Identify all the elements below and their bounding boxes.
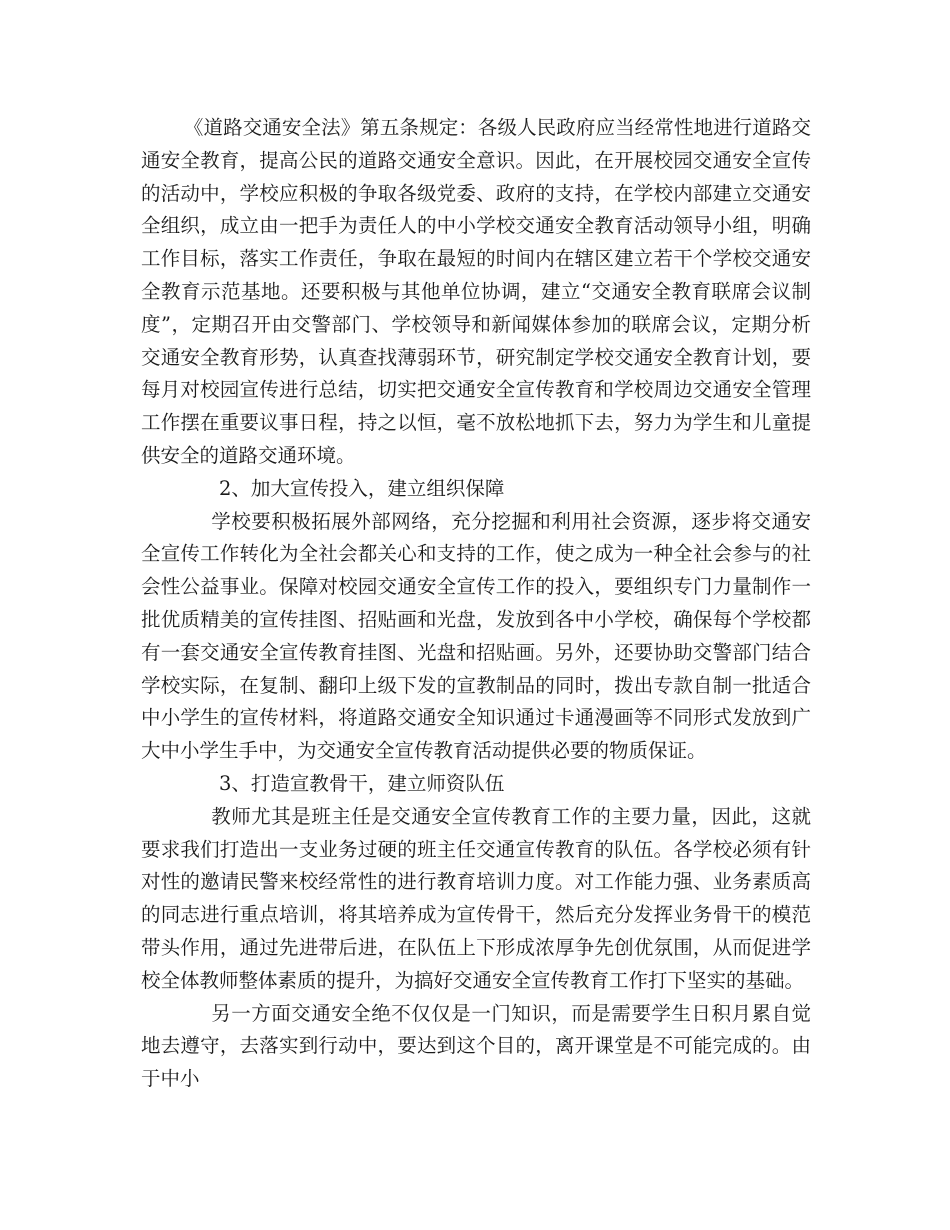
paragraph-publicity-investment: 学校要积极拓展外部网络，充分挖掘和利用社会资源，逐步将交通安全宣传工作转化为全社会都关心和支持的工作，使之成为一种全社会参与的社会性公益事业。保障对校园交通安全宣传工作的投入，要组织专门力量制作一批优质精美的宣传挂图、招贴画和光盘，发放到各中小学校，确保每个学校都有一套交通安全宣传教育挂图、光盘和招贴画。另外，还要协助交警部门结合学校实际，在复制、翻印上级下发的宣教制品的同时，拨出专款自制一批适合中小学生的宣传材料，将道路交通安全知识通过卡通漫画等不同形式发放到广大中小学生手中，为交通安全宣传教育活动提供必要的物质保证。 [141, 509, 811, 763]
paragraph-practice: 另一方面交通安全绝不仅仅是一门知识，而是需要学生日积月累自觉地去遵守，去落实到行动中，要达到这个目的，离开课堂是不可能完成的。由于中小 [141, 1001, 811, 1091]
paragraph-teacher-team: 教师尤其是班主任是交通安全宣传教育工作的主要力量，因此，这就要求我们打造出一支业务过硬的班主任交通宣传教育的队伍。各学校必须有针对性的邀请民警来校经常性的进行教育培训力度。对工作能力强、业务素质高的同志进行重点培训，将其培养成为宣传骨干，然后充分发挥业务骨干的模范带头作用，通过先进带后进，在队伍上下形成浓厚争先创优氛围，从而促进学校全体教师整体素质的提升，为搞好交通安全宣传教育工作打下坚实的基础。 [141, 804, 811, 992]
section-heading-2: 2、加大宣传投入，建立组织保障 [219, 476, 505, 500]
document-page [141, 112, 811, 1096]
paragraph-road-safety-law: 《道路交通安全法》第五条规定：各级人民政府应当经常性地进行道路交通安全教育，提高公民的道路交通安全意识。因此，在开展校园交通安全宣传的活动中，学校应积极的争取各级党委、政府的支持，在学校内部建立交通安全组织，成立由一把手为责任人的中小学校交通安全教育活动领导小组，明确工作目标，落实工作责任，争取在最短的时间内在辖区建立若干个学校交通安全教育示范基地。还要积极与其他单位协调，建立“交通安全教育联席会议制度”，定期召开由交警部门、学校领导和新闻媒体参加的联席会议，定期分析交通安全教育形势，认真查找薄弱环节，研究制定学校交通安全教育计划，要每月对校园宣传进行总结，切实把交通安全宣传教育和学校周边交通安全管理工作摆在重要议事日程，持之以恒，毫不放松地抓下去，努力为学生和儿童提供安全的道路交通环境。 [141, 116, 811, 467]
section-heading-3: 3、打造宣教骨干，建立师资队伍 [219, 771, 505, 795]
